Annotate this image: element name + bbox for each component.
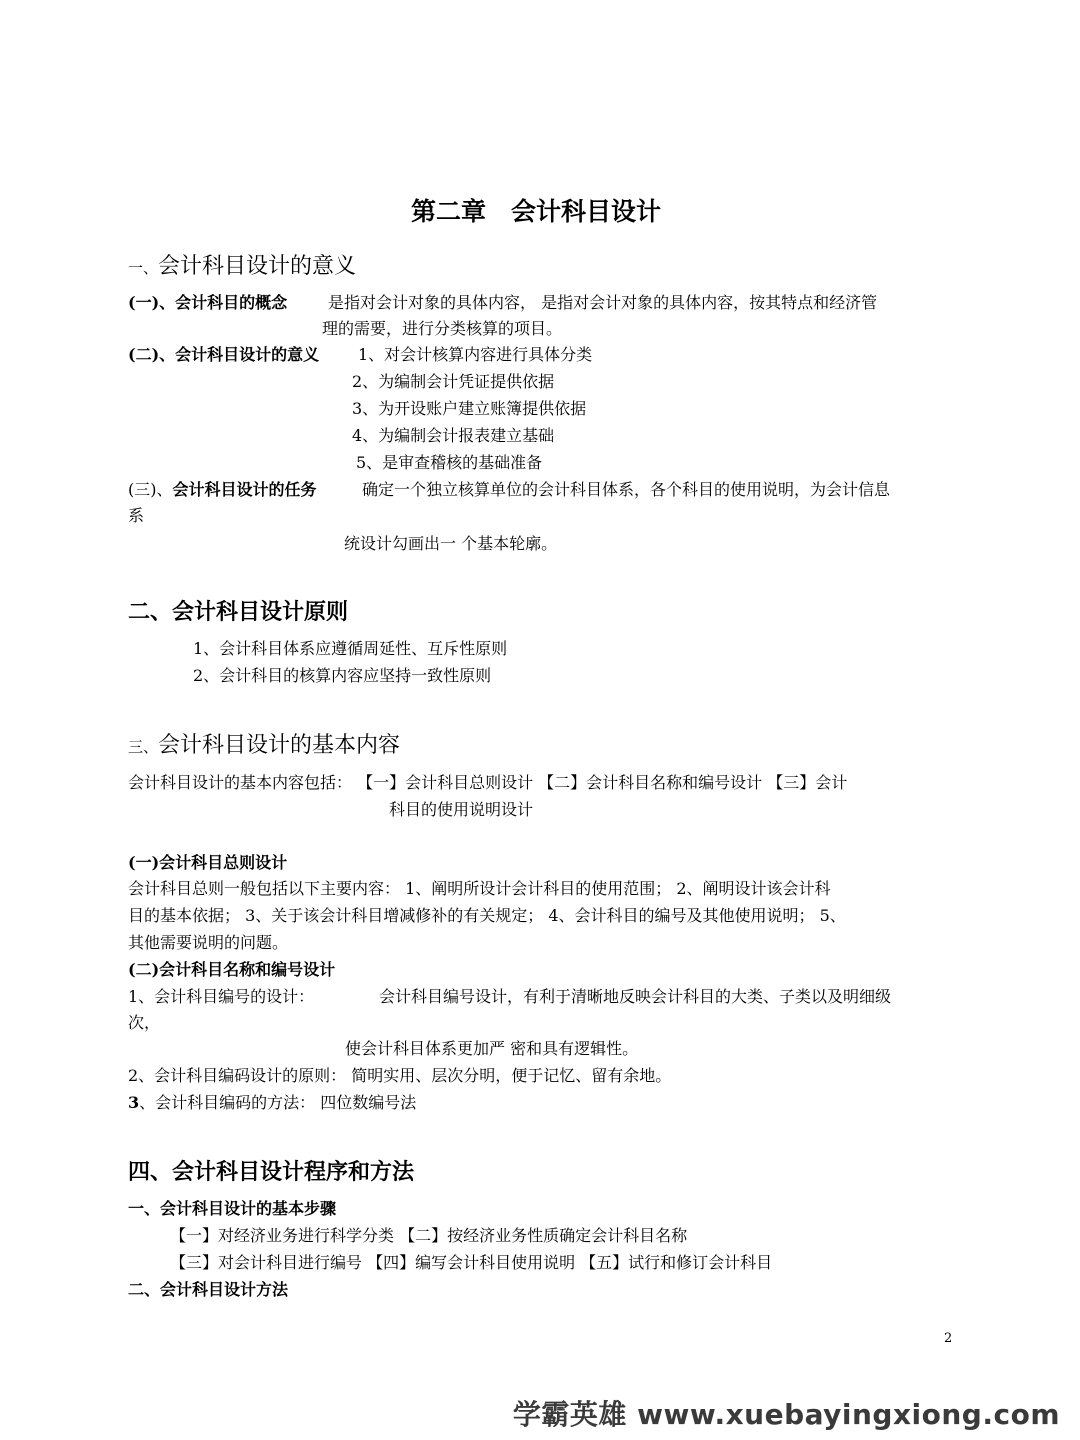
page-number: 2 xyxy=(944,1331,953,1346)
coding-item-3 xyxy=(128,1090,416,1116)
section-3-heading xyxy=(128,728,400,759)
general-rules-line2: 目的基本依据； 3、关于该会计科目增减修补的有关规定； 4、会计科目的编号及其他使用说明； 5、 xyxy=(128,906,846,925)
significance-item-3: 3、为开设账户建立账簿提供依据 xyxy=(352,399,587,418)
significance-item-5: 5、是审查稽核的基础准备 xyxy=(356,453,543,472)
methods-heading: 二、会计科目设计方法 xyxy=(128,1280,289,1299)
section-2-heading: 二、会计科目设计原则 xyxy=(128,599,349,625)
general-rules-line1: 会计科目总则一般包括以下主要内容： 1、阐明所设计会计科目的使用范围； 2、阐明设计该会计科 xyxy=(128,879,831,898)
task-text-line3: 统设计勾画出一 个基本轮廓。 xyxy=(344,534,558,553)
steps-line-2: 【三】对会计科目进行编号 【四】编写会计科目使用说明 【五】试行和修订会计科目 xyxy=(170,1253,773,1272)
coding-item-3-number: 3 xyxy=(128,1093,140,1112)
chapter-title: 第二章 会计科目设计 xyxy=(411,197,662,226)
coding-item-1-label: 1、会计科目编号的设计： xyxy=(128,987,315,1006)
concept-label: (一)、会计科目的概念 xyxy=(128,293,288,312)
content-intro-line2: 科目的使用说明设计 xyxy=(389,800,534,819)
steps-heading: 一、会计科目设计的基本步骤 xyxy=(128,1199,337,1218)
task-text-line2: 系 xyxy=(128,506,145,525)
coding-item-3-text: 、会计科目编码的方法： 四位数编号法 xyxy=(139,1093,417,1112)
section-1-heading xyxy=(128,249,356,280)
task-label-text: 会计科目设计的任务 xyxy=(172,480,317,499)
concept-text-line2: 理的需要，进行分类核算的项目。 xyxy=(322,319,563,338)
principle-item-1: 1、会计科目体系应遵循周延性、互斥性原则 xyxy=(193,639,508,658)
coding-item-1-line3: 使会计科目体系更加严 密和具有逻辑性。 xyxy=(345,1039,639,1058)
section-3-heading-text: 会计科目设计的基本内容 xyxy=(158,733,401,758)
section-4-heading: 四、会计科目设计程序和方法 xyxy=(128,1159,415,1185)
watermark-text: 学霸英雄 www.xuebayingxiong.com xyxy=(512,1398,1060,1431)
significance-item-4: 4、为编制会计报表建立基础 xyxy=(352,426,555,445)
naming-heading: (二)会计科目名称和编号设计 xyxy=(128,960,336,979)
coding-item-2: 2、会计科目编码设计的原则： 简明实用、层次分明，便于记忆、留有余地。 xyxy=(128,1066,672,1085)
steps-line-1: 【一】对经济业务进行科学分类 【二】按经济业务性质确定会计科目名称 xyxy=(170,1226,688,1245)
principle-item-2: 2、会计科目的核算内容应坚持一致性原则 xyxy=(193,666,492,685)
task-label xyxy=(128,477,317,503)
significance-label: (二)、会计科目设计的意义 xyxy=(128,345,320,364)
general-rules-heading: (一)会计科目总则设计 xyxy=(128,853,288,872)
general-rules-line3: 其他需要说明的问题。 xyxy=(128,933,289,952)
task-label-prefix: (三)、 xyxy=(128,480,173,499)
significance-item-2: 2、为编制会计凭证提供依据 xyxy=(352,372,555,391)
content-intro-line1: 会计科目设计的基本内容包括： 【一】会计科目总则设计 【二】会计科目名称和编号设计 【三】会计 xyxy=(128,773,848,792)
section-1-heading-text: 会计科目设计的意义 xyxy=(158,254,357,279)
section-3-heading-prefix: 三、 xyxy=(128,738,159,756)
concept-text-line1: 是指对会计对象的具体内容， 是指对会计对象的具体内容，按其特点和经济管 xyxy=(328,293,878,312)
task-text-line1: 确定一个独立核算单位的会计科目体系，各个科目的使用说明，为会计信息 xyxy=(362,480,891,499)
section-1-heading-prefix: 一、 xyxy=(128,259,159,277)
coding-item-1-line2: 次， xyxy=(128,1013,161,1032)
coding-item-1-text: 会计科目编号设计，有利于清晰地反映会计科目的大类、子类以及明细级 xyxy=(379,987,892,1006)
significance-item-1: 1、对会计核算内容进行具体分类 xyxy=(358,345,593,364)
